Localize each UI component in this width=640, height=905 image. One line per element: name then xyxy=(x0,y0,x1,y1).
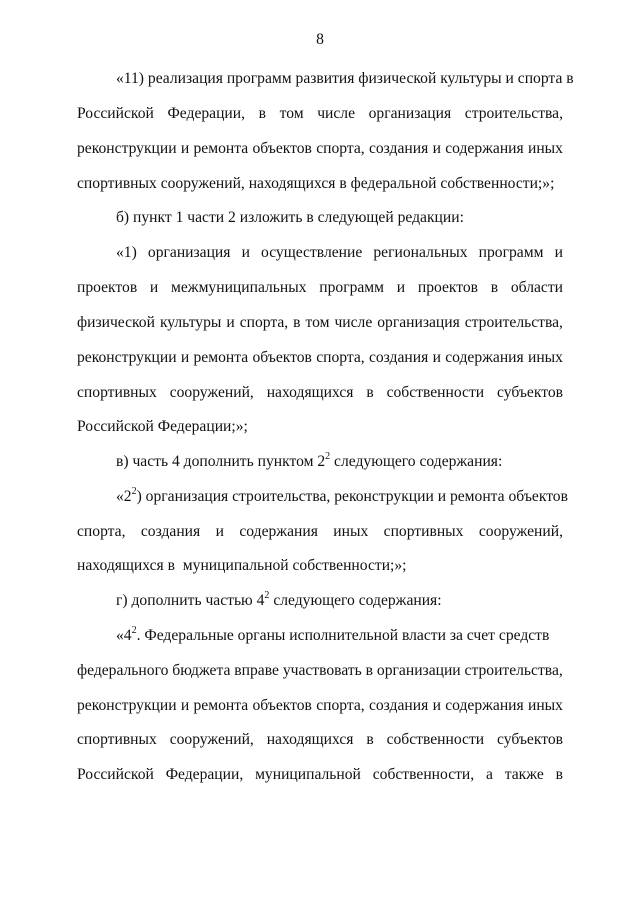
word: и xyxy=(432,697,441,714)
word: объектов xyxy=(252,140,312,157)
text-line xyxy=(77,697,563,715)
word: межмуниципальных xyxy=(171,279,307,296)
word: спорта, xyxy=(316,349,365,366)
word: ремонта xyxy=(193,697,249,714)
word: «1) xyxy=(116,244,137,261)
word: и xyxy=(432,349,441,366)
text-line xyxy=(116,70,574,88)
word: и xyxy=(180,140,190,157)
word: и xyxy=(226,314,235,331)
word: проектов xyxy=(417,279,479,296)
word: находящихся в муниципальной собственности;»; xyxy=(77,557,407,574)
line-text: следующего содержания: xyxy=(269,592,442,609)
text-line xyxy=(77,140,563,158)
line-text: ) организация строительства, реконструкции и ремонта объектов xyxy=(136,488,568,505)
word: и xyxy=(432,140,441,157)
word: спорта, xyxy=(239,314,289,331)
line-text: следующего содержания: xyxy=(330,453,503,470)
line-text: г) дополнить частью 4 xyxy=(116,592,265,609)
word: содержания xyxy=(445,697,524,714)
word: ремонта xyxy=(193,349,249,366)
word: сооружений, xyxy=(169,384,254,401)
word: числе xyxy=(334,314,373,331)
word: субъектов xyxy=(497,731,563,748)
word: спортивных xyxy=(77,731,157,748)
word: в xyxy=(258,105,266,122)
word: строительства, xyxy=(464,314,563,331)
word: сооружений, xyxy=(169,731,254,748)
word: спортивных xyxy=(383,523,464,540)
text-line xyxy=(116,244,563,262)
text-line xyxy=(77,349,563,367)
word: Федерации, xyxy=(165,766,244,783)
page-number: 8 xyxy=(316,31,324,48)
superscript: 2 xyxy=(264,589,270,601)
superscript: 2 xyxy=(131,624,137,636)
word: спортивных сооружений, находящихся в федеральной собственности;»; xyxy=(77,175,555,192)
word: создания xyxy=(368,140,429,157)
word: строительства, xyxy=(464,105,563,122)
word: иных xyxy=(527,140,563,157)
line-text: в) часть 4 дополнить пунктом 2 xyxy=(116,453,326,470)
word: находящихся xyxy=(266,731,354,748)
word: области xyxy=(510,279,563,296)
word: в xyxy=(490,279,499,296)
word: спорта, xyxy=(316,140,365,157)
word: Российской xyxy=(77,105,154,122)
word: осуществление xyxy=(261,244,363,261)
text-line xyxy=(77,523,563,541)
word: спорта, xyxy=(77,523,126,540)
word: субъектов xyxy=(497,384,563,401)
word: реконструкции xyxy=(77,140,177,157)
word: реконструкции xyxy=(77,697,177,714)
word: и xyxy=(215,523,224,540)
text-line xyxy=(77,384,563,402)
word: иных xyxy=(527,697,563,714)
word: б) пункт 1 части 2 изложить в следующей редакции: xyxy=(116,209,464,226)
line-text: . Федеральные органы исполнительной власти за счет средств xyxy=(136,627,550,644)
word: а xyxy=(486,766,493,783)
word: в xyxy=(366,384,374,401)
word: иных xyxy=(333,523,369,540)
word: объектов xyxy=(252,697,312,714)
word: том xyxy=(279,105,304,122)
word: и xyxy=(180,349,190,366)
word: программ xyxy=(319,279,385,296)
text-line xyxy=(116,209,563,227)
word: организация xyxy=(377,314,460,331)
word: проектов xyxy=(77,279,138,296)
text-line xyxy=(77,175,563,193)
line-text: «4 xyxy=(116,627,132,644)
superscript: 2 xyxy=(325,450,331,462)
word: региональных xyxy=(373,244,468,261)
word: создания xyxy=(140,523,201,540)
word: и xyxy=(554,244,563,261)
text-line xyxy=(77,557,563,575)
word: спортивных xyxy=(77,384,157,401)
word: и xyxy=(241,244,250,261)
word: объектов xyxy=(252,349,312,366)
word: «11) реализация программ развития физической культуры и спорта в xyxy=(116,70,574,87)
word: сооружений, xyxy=(478,523,563,540)
word: содержания xyxy=(239,523,318,540)
text-line xyxy=(116,589,563,610)
word: содержания xyxy=(445,349,524,366)
text-line xyxy=(77,314,563,332)
word: содержания xyxy=(445,140,524,157)
word: числе xyxy=(317,105,356,122)
word: Российской Федерации;»; xyxy=(77,418,248,435)
word: находящихся xyxy=(266,384,354,401)
word: Российской xyxy=(77,766,154,783)
text-line xyxy=(77,105,563,123)
word: организация xyxy=(147,244,231,261)
word: создания xyxy=(368,697,429,714)
word: собственности xyxy=(386,731,485,748)
word: ремонта xyxy=(193,140,249,157)
word: и xyxy=(180,697,190,714)
word: программ xyxy=(478,244,544,261)
word: физической xyxy=(77,314,155,331)
superscript: 2 xyxy=(131,485,137,497)
word: собственности xyxy=(386,384,485,401)
text-line xyxy=(77,731,563,749)
word: иных xyxy=(527,349,563,366)
word: организация xyxy=(368,105,452,122)
word: культуры xyxy=(159,314,222,331)
word: создания xyxy=(368,349,429,366)
word: Федерации, xyxy=(167,105,246,122)
word: реконструкции xyxy=(77,349,177,366)
word: и xyxy=(149,279,159,296)
word: в xyxy=(293,314,301,331)
text-line xyxy=(116,624,563,645)
word: в xyxy=(555,766,563,783)
word: том xyxy=(305,314,330,331)
text-line xyxy=(77,662,563,680)
text-line xyxy=(116,450,563,471)
text-line xyxy=(116,485,568,506)
line-text: «2 xyxy=(116,488,132,505)
word: в xyxy=(366,731,374,748)
word: собственности, xyxy=(372,766,475,783)
word: также xyxy=(504,766,544,783)
word: спорта, xyxy=(316,697,365,714)
text-line xyxy=(77,766,563,784)
word: муниципальной xyxy=(255,766,361,783)
word: федерального бюджета вправе участвовать в организации строительства, xyxy=(77,662,563,679)
word: и xyxy=(396,279,406,296)
text-line xyxy=(77,279,563,297)
text-line xyxy=(77,418,563,436)
